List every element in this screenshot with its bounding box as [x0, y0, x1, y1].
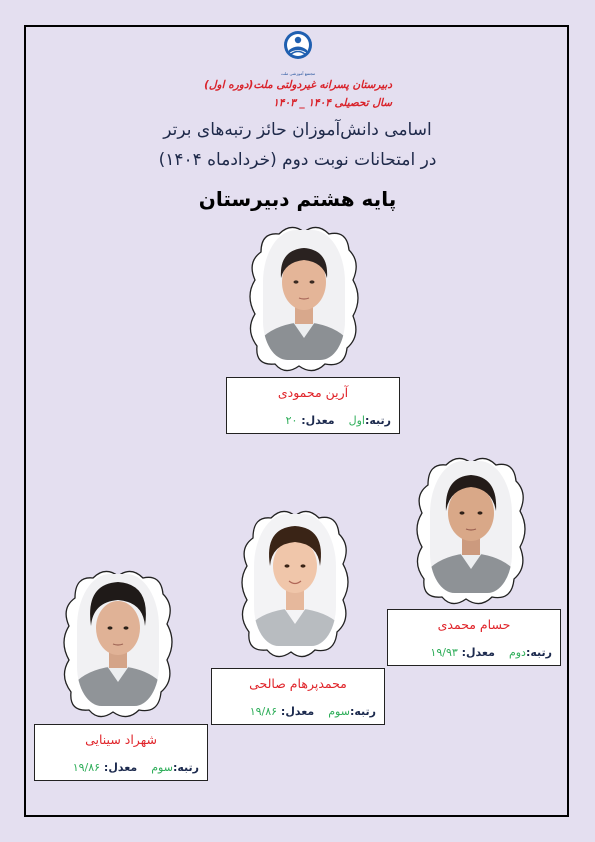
student-name: محمدپرهام صالحی	[249, 676, 347, 691]
gpa-label: معدل:	[280, 705, 315, 718]
title-line-1: اسامی دانش‌آموزان حائز رتبه‌های برتر	[163, 120, 432, 140]
gpa-value: ۱۹/۹۳	[430, 646, 458, 659]
student-photo-4	[77, 574, 159, 706]
student-photo-3	[254, 514, 336, 646]
rank-value: سوم	[328, 705, 350, 718]
student-name: حسام محمدی	[437, 617, 511, 632]
gpa-value: ۱۹/۸۶	[72, 761, 101, 774]
rank-label: رتبه:	[349, 705, 376, 718]
student-info	[73, 761, 199, 774]
student-card-2	[387, 609, 561, 666]
photo-cloud-frame	[63, 568, 173, 718]
student-card-1	[226, 377, 400, 434]
rank-value: اول	[348, 414, 365, 427]
rank-value: سوم	[151, 761, 173, 774]
gpa-label: معدل:	[461, 646, 495, 659]
student-name: آرین محمودی	[277, 385, 349, 400]
grade-title: پایه هشتم دبیرستان	[198, 187, 397, 211]
school-logo-icon	[283, 30, 313, 70]
photo-cloud-frame	[416, 455, 526, 605]
student-name: شهراد سینایی	[85, 732, 157, 747]
academic-year: سال تحصیلی ۱۴۰۴ _ ۱۴۰۳	[273, 97, 392, 109]
student-photo-2	[430, 461, 512, 593]
logo-caption: مجتمع آموزشی ملت	[280, 71, 316, 76]
school-name: دبیرستان پسرانه غیردولتی ملت(دوره اول)	[204, 79, 392, 91]
photo-cloud-frame	[249, 224, 359, 372]
gpa-value: ۲۰	[285, 414, 298, 427]
gpa-value: ۱۹/۸۶	[249, 705, 278, 718]
student-info	[286, 414, 391, 427]
student-info	[430, 646, 552, 659]
student-card-4	[34, 724, 208, 781]
student-info	[250, 705, 376, 718]
student-card-3	[211, 668, 385, 725]
gpa-label: معدل:	[103, 761, 138, 774]
rank-label: رتبه:	[172, 761, 199, 774]
rank-value: دوم	[508, 646, 526, 659]
rank-label: رتبه:	[364, 414, 391, 427]
title-line-2: در امتحانات نوبت دوم (خردادماه ۱۴۰۴)	[158, 150, 437, 170]
student-photo-1	[263, 230, 345, 360]
gpa-label: معدل:	[301, 414, 335, 427]
photo-cloud-frame	[241, 508, 349, 658]
rank-label: رتبه:	[525, 646, 552, 659]
